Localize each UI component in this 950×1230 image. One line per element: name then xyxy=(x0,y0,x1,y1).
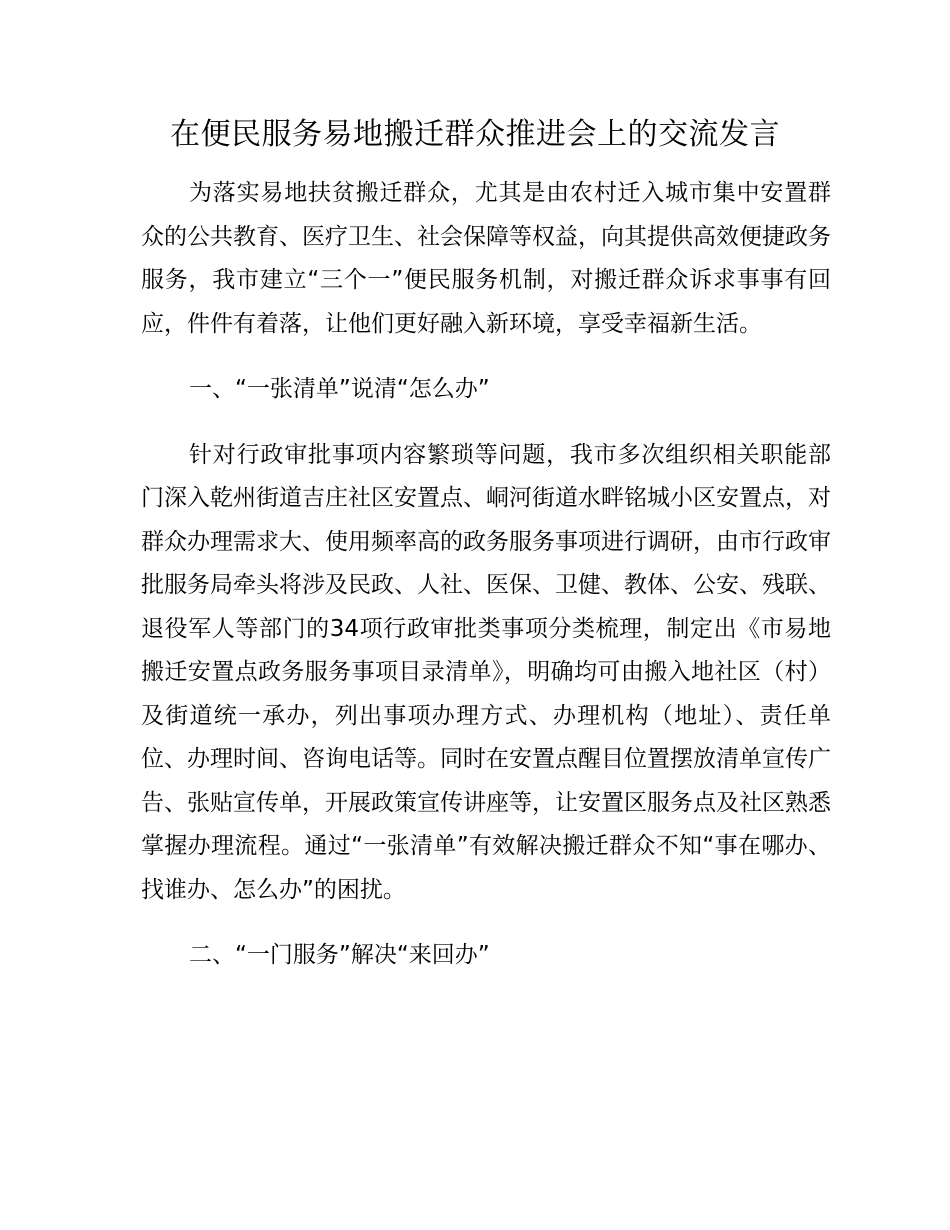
document-body xyxy=(141,172,831,978)
section-heading-1: 一、“一张清单”说清“怎么办” xyxy=(189,376,490,402)
paragraph-section-1: 针对行政审批事项内容繁琐等问题，我市多次组织相关职能部门深入乾州街道吉庄社区安置点、峒河街道水畔铭城小区安置点，对群众办理需求大、使用频率高的政务服务事项进行调研，由市行政审批服务局牵头将涉及民政、人社、医保、卫健、教体、公安、残联、退役军人等部门的34项行政审批类事项分类梳理，制定出《市易地搬迁安置点政务服务事项目录清单》，明确均可由搬入地社区（村）及街道统一承办，列出事项办理方式、办理机构（地址）、责任单位、办理时间、咨询电话等。同时在安置点醒目位置摆放清单宣传广告、张贴宣传单，开展政策宣传讲座等，让安置区服务点及社区熟悉掌握办理流程。通过“一张清单”有效解决搬迁群众不知“事在哪办、找谁办、怎么办”的困扰。 xyxy=(141,441,831,903)
section-heading-2: 二、“一门服务”解决“来回办” xyxy=(189,942,490,968)
document-title: 在便民服务易地搬迁群众推进会上的交流发言 xyxy=(170,117,780,152)
paragraph-intro: 为落实易地扶贫搬迁群众，尤其是由农村迁入城市集中安置群众的公共教育、医疗卫生、社会保障等权益，向其提供高效便捷政务服务，我市建立“三个一”便民服务机制，对搬迁群众诉求事事有回应，件件有着落，让他们更好融入新环境，享受幸福新生活。 xyxy=(141,180,831,337)
